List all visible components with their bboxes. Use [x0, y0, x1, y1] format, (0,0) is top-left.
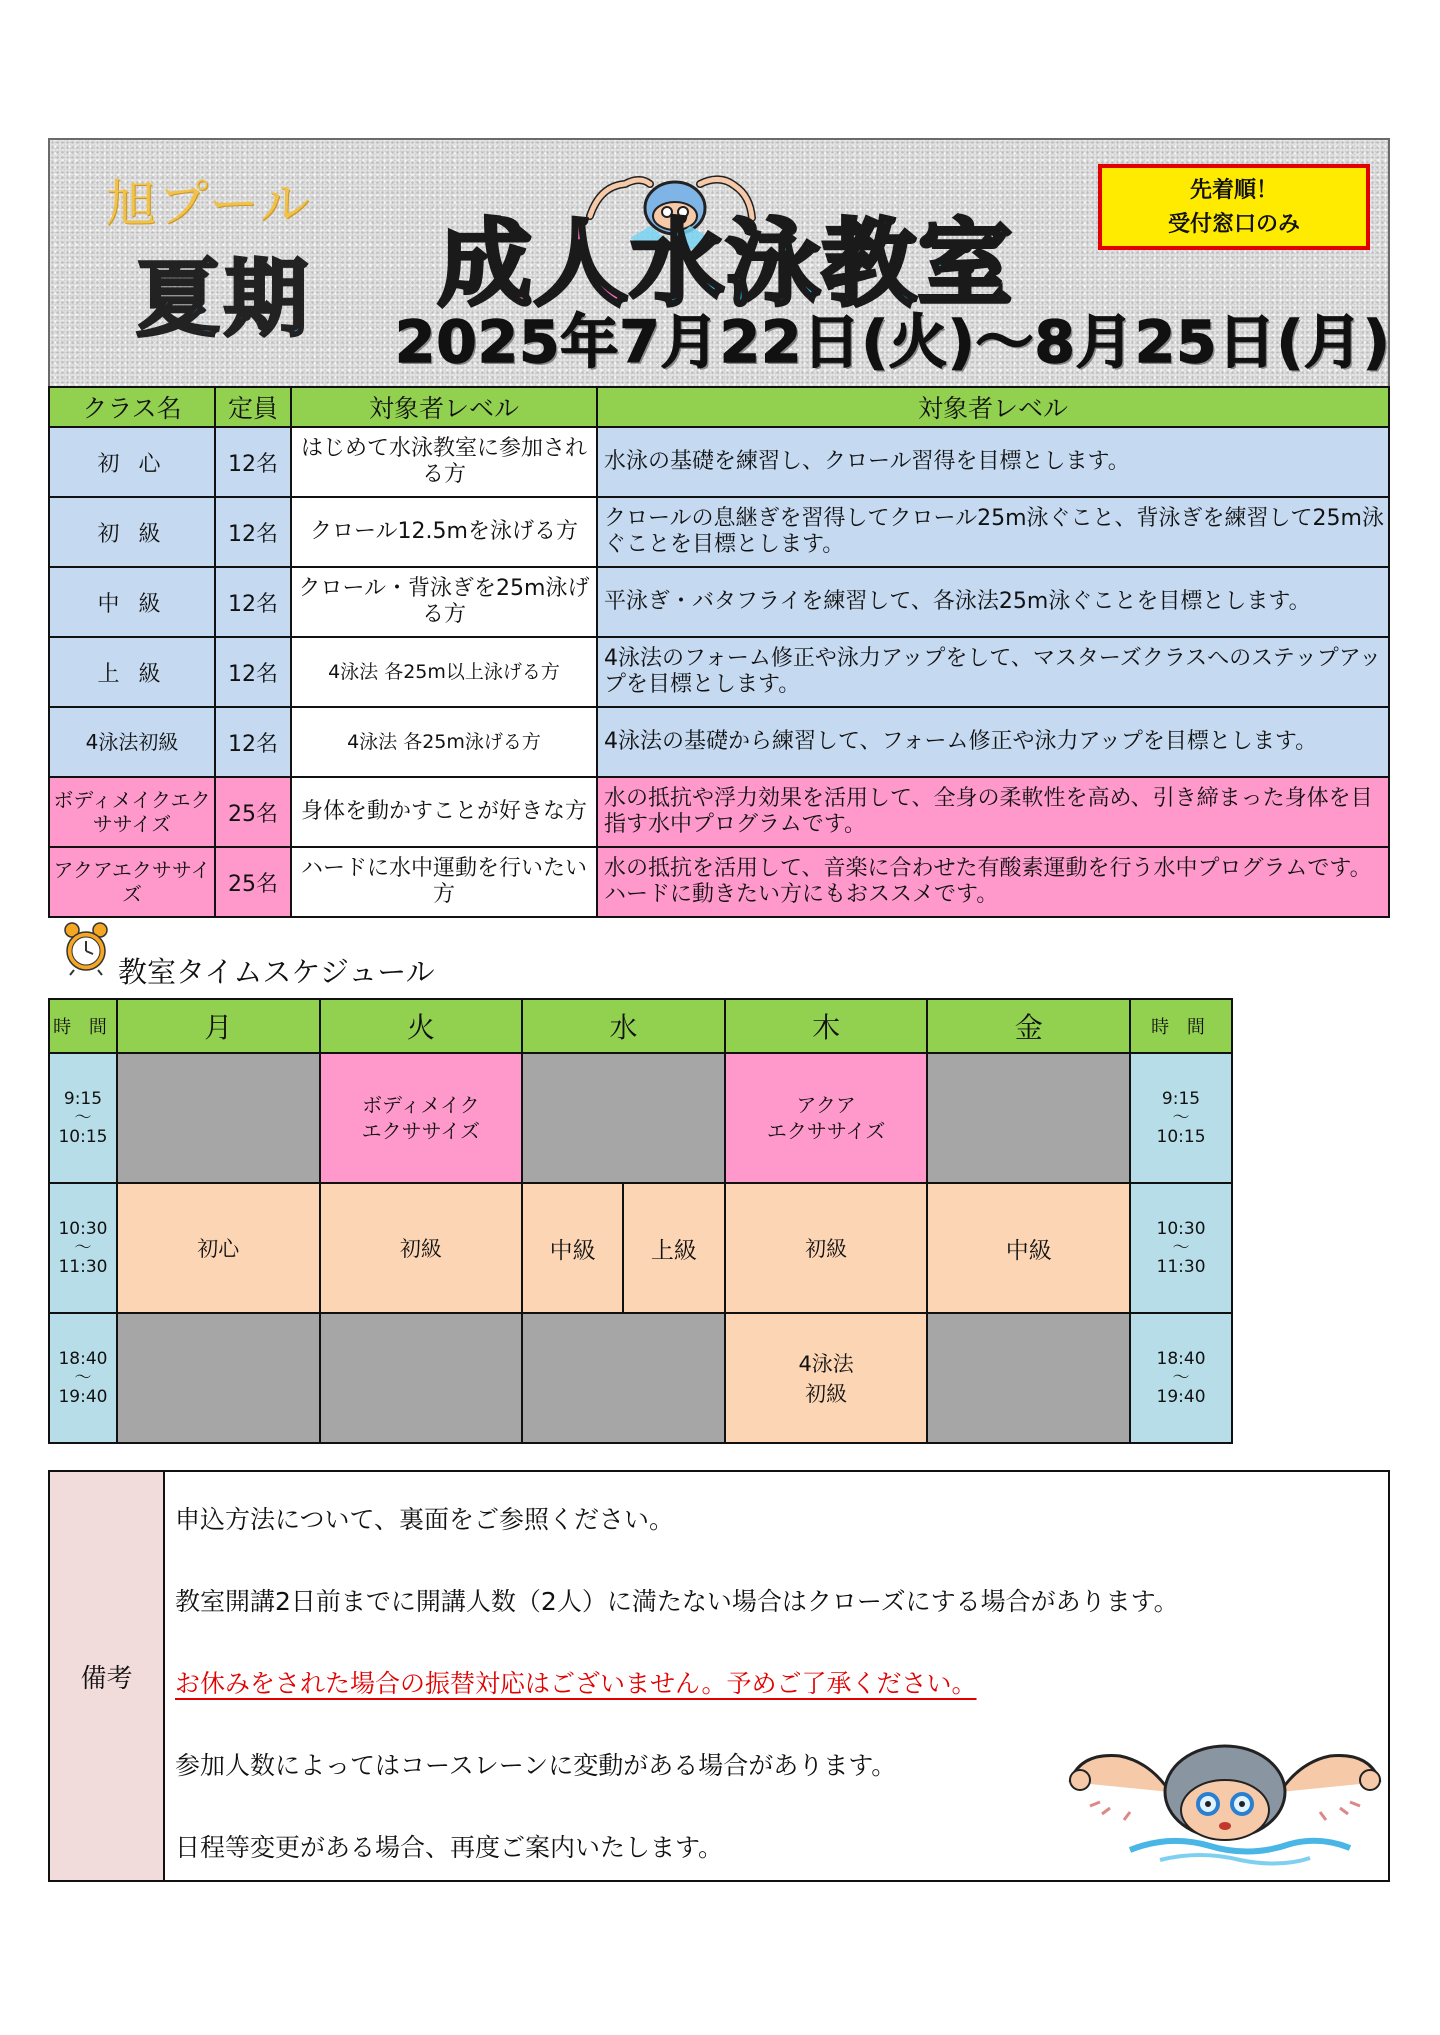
note-item: 申込方法について、裏面をご参照ください。 — [175, 1505, 675, 1534]
time-slot — [49, 1053, 117, 1183]
table-row — [49, 777, 1389, 847]
time-slot-right — [1130, 1183, 1232, 1313]
class-slot: 初級 — [320, 1183, 523, 1313]
class-name: ボディメイクエクササイズ — [49, 777, 215, 847]
class-capacity: 12名 — [215, 567, 291, 637]
note-item: 日程等変更がある場合、再度ご案内いたします。 — [175, 1833, 724, 1862]
note-item-highlight: お休みをされた場合の振替対応はございません。予めご了承ください。 — [175, 1669, 977, 1698]
class-description: 4泳法のフォーム修正や泳力アップをして、マスターズクラスへのステップアップを目標とします。 — [597, 637, 1389, 707]
table-row — [49, 427, 1389, 497]
season-label: 夏期 — [136, 250, 313, 348]
time-end: 10:15 — [58, 1126, 108, 1147]
time-start: 9:15 — [1161, 1088, 1201, 1109]
table-row — [49, 847, 1389, 917]
time-tilde: ～ — [74, 1237, 92, 1258]
first-come-notice — [1098, 164, 1370, 250]
class-name: 上 級 — [49, 637, 215, 707]
empty-slot — [927, 1313, 1130, 1443]
notes-label: 備考 — [50, 1472, 165, 1880]
date-range: 2025年7月22日(火)～8月25日(月) — [395, 308, 1391, 376]
table-row — [49, 497, 1389, 567]
class-description: 水の抵抗や浮力効果を活用して、全身の柔軟性を高め、引き締まった身体を目指す水中プログラムです。 — [597, 777, 1389, 847]
class-description: クロールの息継ぎを習得してクロール25m泳ぐこと、背泳ぎを練習して25m泳ぐことを目標とします。 — [597, 497, 1389, 567]
day-header-tue: 火 — [320, 999, 523, 1053]
schedule-title: 教室タイムスケジュール — [118, 955, 435, 989]
empty-slot — [117, 1053, 320, 1183]
class-target: 4泳法 各25m泳げる方 — [291, 707, 597, 777]
time-tilde: ～ — [74, 1367, 92, 1388]
class-description: 4泳法の基礎から練習して、フォーム修正や泳力アップを目標とします。 — [597, 707, 1389, 777]
first-come-line1: 先着順！ — [1189, 178, 1278, 203]
class-slot-label: 4泳法 初級 — [798, 1352, 854, 1406]
time-start: 18:40 — [1156, 1348, 1206, 1369]
time-slot-right — [1130, 1313, 1232, 1443]
empty-slot — [320, 1313, 523, 1443]
time-slot — [49, 1183, 117, 1313]
time-tilde: ～ — [1172, 1367, 1190, 1388]
time-start: 9:15 — [63, 1088, 103, 1109]
header-banner — [48, 138, 1390, 388]
class-slot: 初心 — [117, 1183, 320, 1313]
note-item: 参加人数によってはコースレーンに変動がある場合があります。 — [175, 1751, 897, 1780]
empty-slot — [927, 1053, 1130, 1183]
empty-slot — [522, 1053, 725, 1183]
time-slot — [49, 1313, 117, 1443]
schedule-row — [49, 1053, 1232, 1183]
class-slot — [320, 1053, 523, 1183]
time-start: 18:40 — [58, 1348, 108, 1369]
empty-slot — [522, 1313, 725, 1443]
class-slot: 初級 — [725, 1183, 928, 1313]
note-item: 教室開講2日前までに開講人数（2人）に満たない場合はクローズにする場合があります。 — [175, 1587, 1179, 1616]
class-slot — [725, 1053, 928, 1183]
class-slot-label: アクア エクササイズ — [766, 1093, 886, 1143]
time-start: 10:30 — [1156, 1218, 1206, 1239]
header-level: 対象者レベル — [597, 387, 1389, 427]
class-capacity: 12名 — [215, 497, 291, 567]
class-capacity: 12名 — [215, 637, 291, 707]
time-header-right: 時 間 — [1130, 999, 1232, 1053]
time-start: 10:30 — [58, 1218, 108, 1239]
time-slot-right — [1130, 1053, 1232, 1183]
title-swim-class: 水泳教室 — [630, 210, 1015, 319]
class-target: クロール12.5mを泳げる方 — [291, 497, 597, 567]
time-end: 11:30 — [1156, 1256, 1206, 1277]
time-end: 19:40 — [1156, 1386, 1206, 1407]
time-tilde: ～ — [74, 1107, 92, 1128]
day-header-wed: 水 — [522, 999, 725, 1053]
alarm-clock-icon — [62, 920, 110, 976]
class-name: 初 心 — [49, 427, 215, 497]
class-table — [48, 386, 1390, 918]
class-slot: 中級 — [522, 1183, 623, 1313]
class-slot: 中級 — [927, 1183, 1130, 1313]
class-target: 4泳法 各25m以上泳げる方 — [291, 637, 597, 707]
class-slot-label: ボディメイク エクササイズ — [361, 1093, 481, 1143]
header-class-name: クラス名 — [49, 387, 215, 427]
day-header-fri: 金 — [927, 999, 1130, 1053]
class-capacity: 25名 — [215, 777, 291, 847]
class-capacity: 12名 — [215, 707, 291, 777]
class-slot — [725, 1313, 928, 1443]
time-header: 時 間 — [49, 999, 117, 1053]
butterfly-swimmer-icon — [1060, 1722, 1390, 1872]
table-row — [49, 637, 1389, 707]
class-name: 初 級 — [49, 497, 215, 567]
class-capacity: 25名 — [215, 847, 291, 917]
schedule-row — [49, 1313, 1232, 1443]
time-tilde: ～ — [1172, 1237, 1190, 1258]
time-end: 11:30 — [58, 1256, 108, 1277]
class-slot: 上級 — [623, 1183, 725, 1313]
class-target: はじめて水泳教室に参加される方 — [291, 427, 597, 497]
empty-slot — [117, 1313, 320, 1443]
schedule-row — [49, 1183, 1232, 1313]
table-row — [49, 567, 1389, 637]
header-target: 対象者レベル — [291, 387, 597, 427]
class-name: アクアエクササイズ — [49, 847, 215, 917]
class-target: ハードに水中運動を行いたい方 — [291, 847, 597, 917]
class-capacity: 12名 — [215, 427, 291, 497]
class-name: 4泳法初級 — [49, 707, 215, 777]
class-target: クロール・背泳ぎを25m泳げる方 — [291, 567, 597, 637]
class-description: 水の抵抗を活用して、音楽に合わせた有酸素運動を行う水中プログラムです。ハードに動きたい方にもおススメです。 — [597, 847, 1389, 917]
time-tilde: ～ — [1172, 1107, 1190, 1128]
class-description: 平泳ぎ・バタフライを練習して、各泳法25m泳ぐことを目標とします。 — [597, 567, 1389, 637]
table-row — [49, 707, 1389, 777]
day-header-thu: 木 — [725, 999, 928, 1053]
class-description: 水泳の基礎を練習し、クロール習得を目標とします。 — [597, 427, 1389, 497]
header-capacity: 定員 — [215, 387, 291, 427]
day-header-mon: 月 — [117, 999, 320, 1053]
title-adult: 成人 — [438, 210, 631, 319]
pool-name: 旭プール — [106, 175, 312, 233]
time-end: 19:40 — [58, 1386, 108, 1407]
first-come-line2: 受付窓口のみ — [1167, 212, 1300, 237]
class-target: 身体を動かすことが好きな方 — [291, 777, 597, 847]
class-name: 中 級 — [49, 567, 215, 637]
schedule-table — [48, 998, 1233, 1444]
time-end: 10:15 — [1156, 1126, 1206, 1147]
